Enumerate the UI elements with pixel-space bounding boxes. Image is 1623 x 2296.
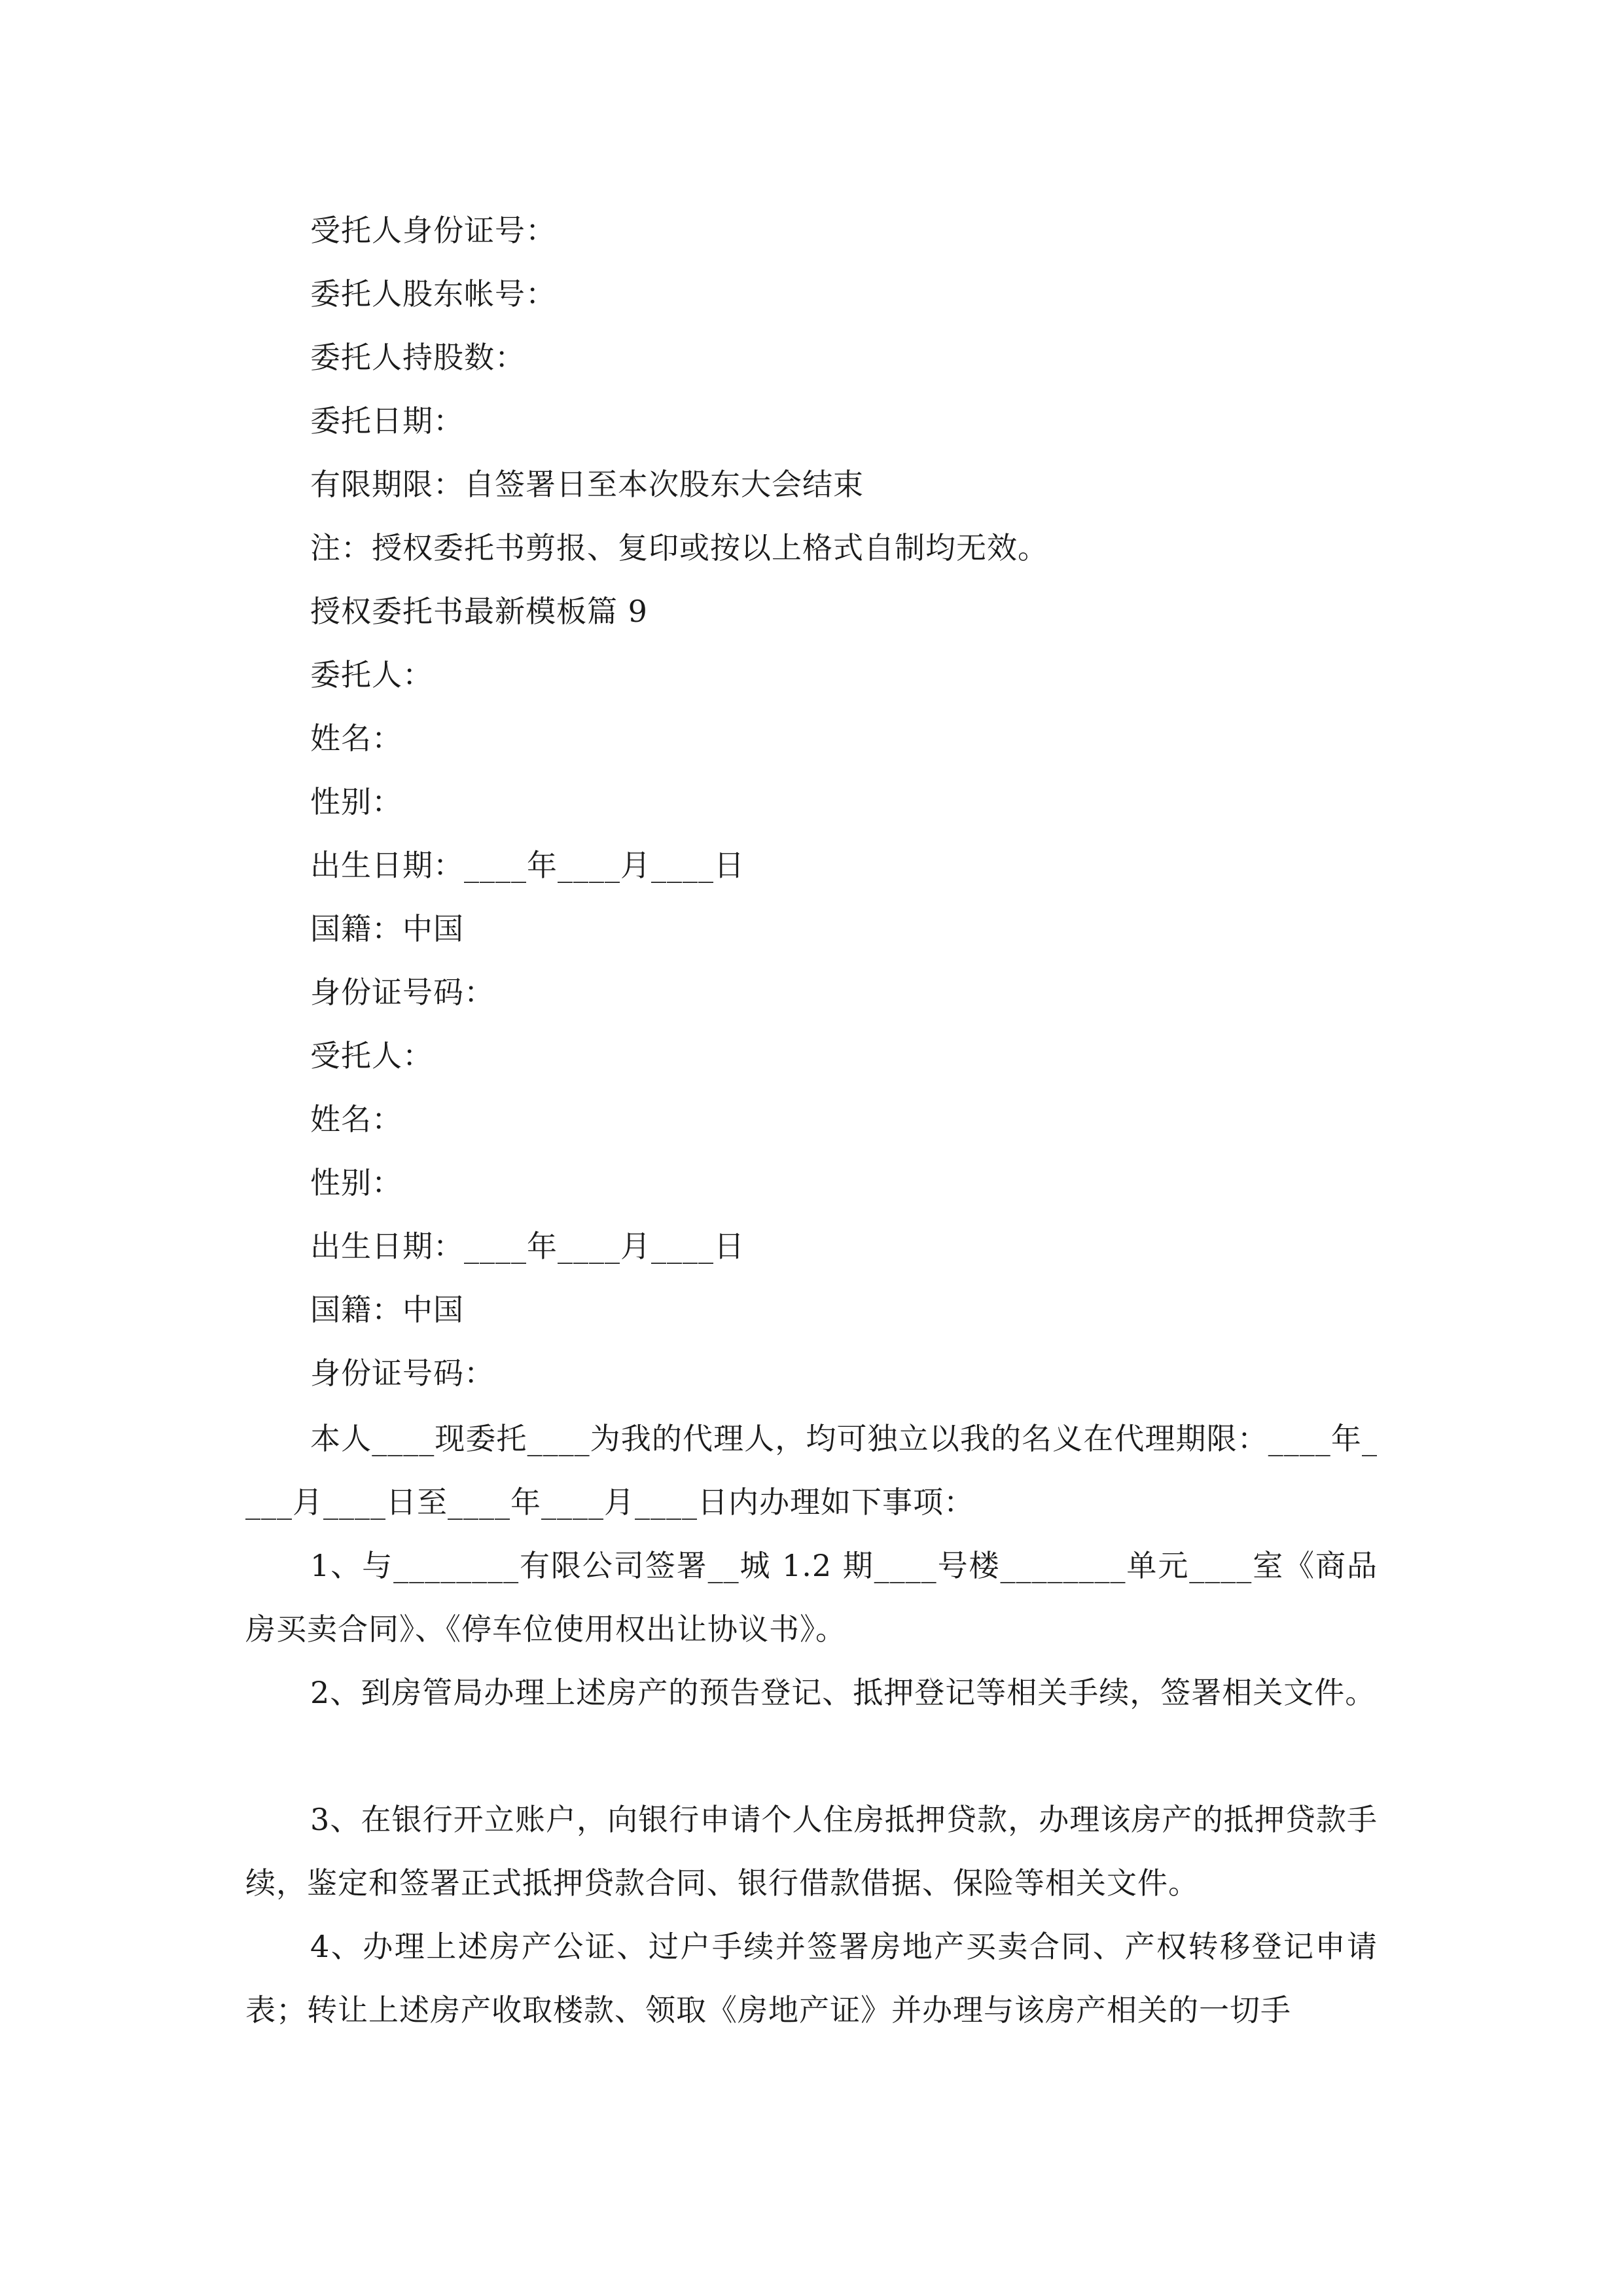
item-1-paragraph: 1、与________有限公司签署__城 1.2 期____号楼________单元____室《商品房买卖合同》、《停车位使用权出让协议书》。	[245, 1548, 1378, 1647]
principal-id-number: 身份证号码：	[310, 975, 495, 1010]
section-heading: 授权委托书最新模板篇 9	[310, 594, 648, 629]
field-validity-period: 有限期限：自签署日至本次股东大会结束	[310, 467, 864, 502]
field-trustee-id-number: 受托人身份证号：	[310, 213, 556, 248]
item-3-paragraph: 3、在银行开立账户，向银行申请个人住房抵押贷款，办理该房产的抵押贷款手续，鉴定和签署正式抵押贷款合同、银行借款借据、保险等相关文件。	[245, 1802, 1378, 1901]
field-principal-shareholding: 委托人持股数：	[310, 340, 526, 375]
principal-birth-date: 出生日期：____年____月____日	[310, 848, 745, 883]
item-4-paragraph: 4、办理上述房产公证、过户手续并签署房地产买卖合同、产权转移登记申请表；转让上述房产收取楼款、领取《房地产证》并办理与该房产相关的一切手	[245, 1929, 1378, 2028]
field-principal-shareholder-account: 委托人股东帐号：	[310, 276, 556, 312]
trustee-heading: 受托人：	[310, 1038, 433, 1073]
trustee-id-number: 身份证号码：	[310, 1355, 495, 1391]
note-line: 注：授权委托书剪报、复印或按以上格式自制均无效。	[310, 530, 1048, 565]
principal-nationality: 国籍：中国	[310, 911, 464, 946]
trustee-birth-date: 出生日期：____年____月____日	[310, 1229, 745, 1264]
trustee-gender: 性别：	[310, 1165, 402, 1200]
field-entrust-date: 委托日期：	[310, 403, 464, 439]
trustee-nationality: 国籍：中国	[310, 1292, 464, 1327]
principal-name: 姓名：	[310, 721, 402, 756]
trustee-name: 姓名：	[310, 1102, 402, 1137]
principal-heading: 委托人：	[310, 657, 433, 692]
principal-gender: 性别：	[310, 784, 402, 819]
item-2-paragraph: 2、到房管局办理上述房产的预告登记、抵押登记等相关手续，签署相关文件。	[310, 1675, 1376, 1710]
authorization-paragraph: 本人____现委托____为我的代理人，均可独立以我的名义在代理期限：____年____月____日至____年____月____日内办理如下事项：	[245, 1421, 1378, 1520]
